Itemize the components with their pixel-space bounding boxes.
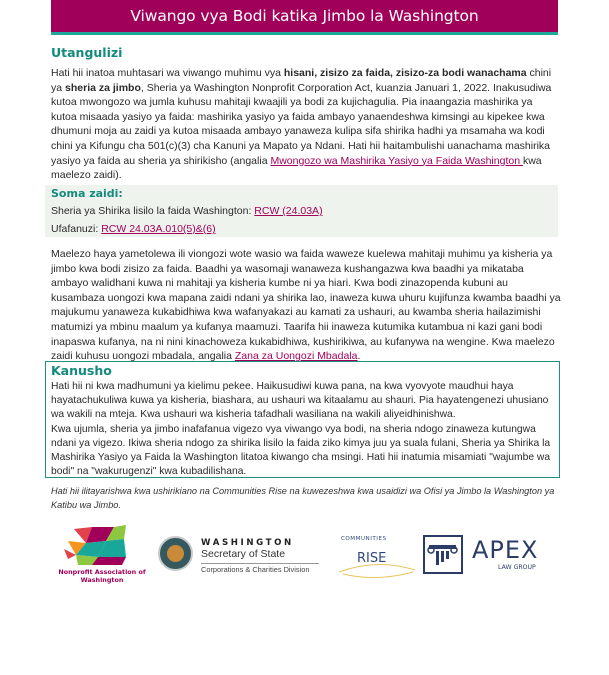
naw-logo <box>58 523 146 593</box>
sos-divider <box>201 563 319 564</box>
apex-sub-text: LAW GROUP <box>498 564 536 571</box>
intro-text: chini ya <box>51 67 552 94</box>
disclaimer-paragraph: Kwa ujumla, sheria ya jimbo inafafanua vigezo vya viwango vya bodi, na sheria ndogo zinaweza kutungwa ndani ya vigezo. Ikiwa sheria ndogo za shirika lisilo la faida ziko kimya juu ya suala fulani, Sheria ya Shirika la Mashirika Yasiyo ya Faida la Washington litatoa kiwango cha msingi. Hati hii inatumia misamiati "wajumbe wa bodi" na "wakurugenzi" kwa kubadilishana. <box>51 423 551 478</box>
read-more-line <box>51 205 323 217</box>
rise-arc-icon <box>337 536 417 584</box>
communities-rise-logo <box>337 536 417 584</box>
credit-note: Hati hii ilitayarishwa kwa ushirikiano na Communities Rise na kuwezeshwa kwa usaidizi wa Ofisi ya Jimbo la Washington ya Katibu wa Jimbo. <box>51 486 555 510</box>
intro-text: kwa maelezo zaidi). <box>51 154 542 182</box>
read-more-line <box>51 223 216 235</box>
page-title: Viwango vya Bodi katika Jimbo la Washington <box>130 7 479 25</box>
intro-bold-text: sheria za jimbo <box>65 81 141 94</box>
naw-logo-text: Nonprofit Association of Washington <box>58 568 146 584</box>
read-more-box <box>45 185 558 237</box>
disclaimer-box <box>45 361 560 478</box>
main-text: . <box>357 350 361 363</box>
page-header <box>51 0 558 35</box>
apex-column-icon <box>423 535 463 574</box>
sos-washington-text: WASHINGTON <box>201 538 294 548</box>
rcw-definitions-link[interactable]: RCW 24.03A.010(5)&(6) <box>101 223 216 235</box>
disclaimer-text <box>51 380 556 479</box>
sos-division-text: Corporations & Charities Division <box>201 565 310 574</box>
read-more-label: Sheria ya Shirika lisilo la faida Washington: <box>51 205 255 217</box>
intro-paragraph <box>51 66 561 183</box>
alternative-leadership-link[interactable]: Zana za Uongozi Mbadala <box>234 350 358 363</box>
apex-law-group-logo <box>423 535 553 581</box>
nonprofit-guide-link[interactable]: Mwongozo wa Mashirika Yasiyo ya Faida Washington <box>270 154 523 167</box>
disclaimer-paragraph: Hati hii ni kwa madhumuni ya kielimu pekee. Haikusudiwi kuwa pana, na kwa vyovyote maudhui haya hayatachukuliwa kuwa ya kisheria, biashara, au ushauri wa kitaalamu au shauri. Pia hayatengenezi uhusiano wa wakili na mteja. Kwa ushauri wa kisheria tafadhali wasiliana na wakili aliyeidhinishwa. <box>51 381 549 421</box>
read-more-label: Ufafanuzi: <box>51 223 102 235</box>
main-text: Maelezo haya yametolewa ili viongozi wote wasio wa faida waweze kuelewa mahitaji muhimu ya kisheria ya jimbo kwa bodi zisizo za faida. Baadhi ya wasomaji wanaweza kushangazwa kwa baadhi ya mikataba ambayo walidhani kuwa ni mahitaji ya kisheria kumbe ni ya hiari. Kwa bodi zinazopenda kubuni au kusambaza uongozi kwa mapana zaidi ndani ya shirika lao, inaweza kuwa uhuru kujifunza kwamba baadhi ya majukumu yanaweza kukabidhiwa kwa wafanyakazi au kamati za ushauri, au kwamba sheria hailazimishi matumizi ya mbinu maalum ya kufanya maamuzi. Taarifa hii inaweza kutumika kutambua ni kazi gani bodi inapaswa kufanya, na ni nini kinachoweza kukabidhiwa, kushirikiwa, au kufanywa na wengine. Kwa maelezo zaidi kuhusu uongozi mbadala, angalia <box>51 248 561 363</box>
intro-heading: Utangulizi <box>51 45 123 60</box>
sos-title-text: Secretary of State <box>201 548 286 560</box>
partner-logos <box>0 520 609 600</box>
read-more-heading: Soma zaidi: <box>51 187 123 200</box>
intro-text: , Sheria ya Washington Nonprofit Corporation Act, kuanzia Januari 1, 2022. Inakusudiwa kutoa mwongozo wa jumla kuhusu mahitaji kwaajili ya bodi za kujichagulia. Pia inaangazia mashirika ya kutoa misaada yasiyo ya faida: mashirika yasiyo ya faida ambayo yanaendeshwa kimsingi au kipekee kwa dhumuni moja au zaidi ya kutoa misaada ambayo yanaweza kulipa sifa shirika hadhi ya msamaha wa kodi chini ya Kifungu cha 501(c)(3) cha Kanuni ya Mapato ya Ndani. Hati hii haitambulishi uanachama mashirika yasiyo ya faida au sheria ya shirikisho (angalia <box>51 81 552 167</box>
rise-word-text: RISE <box>357 551 387 566</box>
main-paragraph <box>51 247 561 364</box>
intro-text: Hati hii inatoa muhtasari wa viwango muhimu vya <box>51 67 284 79</box>
apex-word-text: APEX <box>472 536 539 564</box>
rise-arc-text: COMMUNITIES <box>341 536 387 542</box>
naw-mosaic-icon <box>62 523 142 567</box>
washington-seal-icon <box>158 536 193 571</box>
rcw-link[interactable]: RCW (24.03A) <box>254 205 323 217</box>
intro-bold-text: hisani, zisizo za faida, zisizo-za bodi wanachama <box>283 67 527 79</box>
disclaimer-heading: Kanusho <box>51 363 112 378</box>
secretary-of-state-logo <box>158 536 328 576</box>
